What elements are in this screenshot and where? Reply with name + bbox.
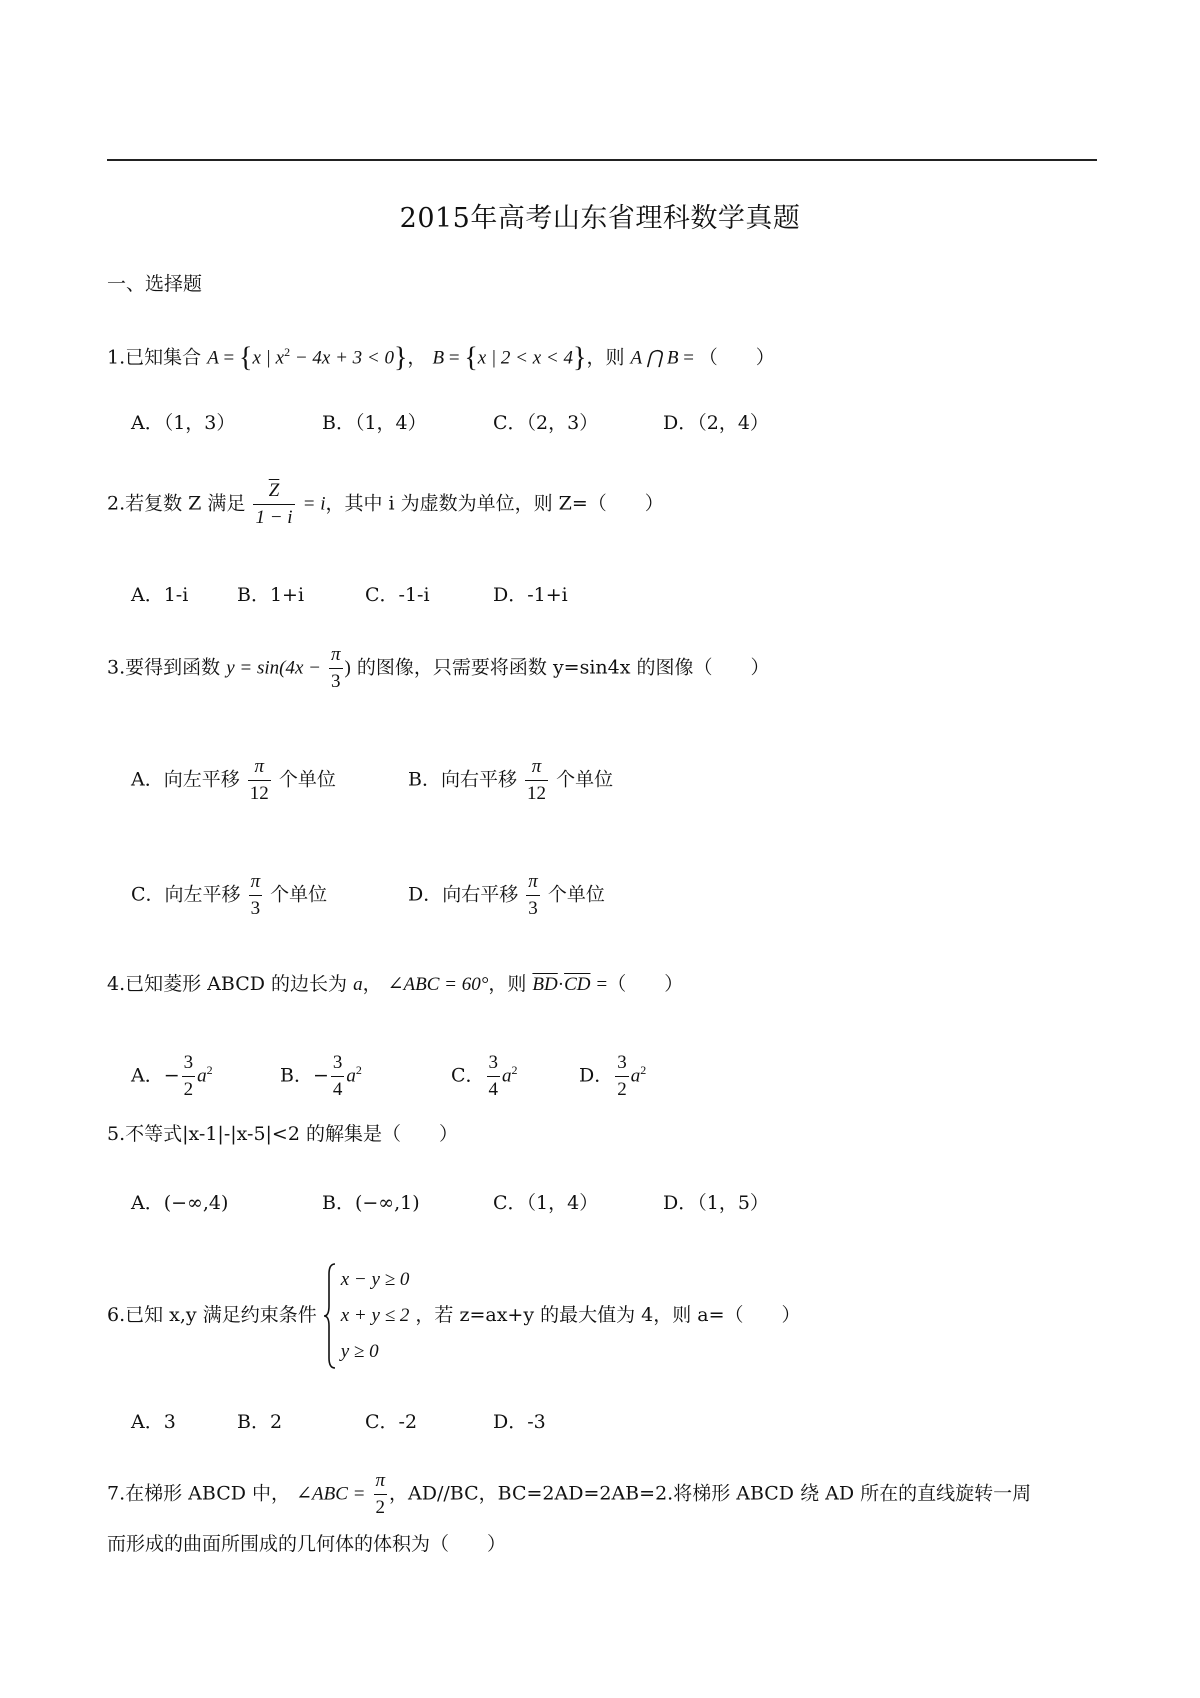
q7-numerator: π [374,1468,388,1495]
q1-sep: ， [407,346,427,369]
q3-option-b-unit: 个单位 [556,768,614,791]
q4-option-a-text: A．− [131,1064,180,1087]
q3-option-c-num: π [249,869,263,896]
q3-option-a[interactable] [131,754,336,807]
q1-prefix: 1.已知集合 [107,346,202,369]
q4-option-b-var: a [346,1065,356,1087]
q4-option-d-text: D． [579,1064,614,1087]
q3-option-c-den: 3 [250,898,261,919]
q3-option-a-unit: 个单位 [278,768,336,791]
q2-fraction [253,478,294,531]
q5-option-a[interactable]: A．(−∞,4) [131,1192,229,1214]
q5-option-c[interactable]: C．（1，4） [493,1192,599,1214]
q4-option-d-den: 2 [617,1079,627,1100]
q2-prefix: 2.若复数 Z 满足 [107,492,246,515]
q3-suffix: 的图像，只需要将函数 y=sin4x 的图像（ ） [356,656,770,679]
question-6 [107,1262,801,1370]
q4-side: a [353,974,363,995]
q3-option-a-num: π [248,754,271,781]
q4-option-c-fraction [487,1050,501,1103]
q6-option-b[interactable]: B．2 [237,1411,283,1433]
q4-option-a-den: 2 [183,1079,194,1100]
q2-numerator: $\overline{Z}$ [268,480,280,501]
question-2 [107,478,664,531]
q4-mid: ，则 [488,973,527,995]
q2-suffix: ，其中 i 为虚数为单位，则 Z=（ ） [325,492,664,515]
q3-option-d-num: π [526,869,540,896]
q6-suffix: ，若 z=ax+y 的最大值为 4，则 a=（ ） [415,1304,801,1326]
question-5: 5.不等式|x-1|-|x-5|<2 的解集是（ ） [107,1123,458,1145]
q4-option-a[interactable] [131,1050,213,1103]
q3-option-c-text: C．向左平移 [131,883,241,906]
q4-option-b[interactable] [280,1050,362,1103]
question-4 [107,972,683,997]
q4-option-b-num: 3 [331,1050,345,1077]
q6-constraint-2: x + y ≤ 2 [340,1305,410,1326]
q4-option-b-text: B．− [280,1064,329,1087]
q4-option-a-num: 3 [182,1050,196,1077]
q3-option-b-text: B．向右平移 [408,768,517,791]
q6-option-d[interactable]: D．-3 [493,1411,546,1433]
question-1: 1.已知集合 A = {x | $x^2 - 4x + 3 < 0$}， B = {x | 2 < x < 4}，则 A ⋂ B = （ ） [107,342,775,374]
q7-prefix: 7.在梯形 ABCD 中， [107,1482,291,1505]
q6-constraint-system [323,1262,410,1370]
q2-rhs: = i [302,493,326,515]
q4-option-a-fraction [182,1050,196,1103]
q1-setA-sup: 2 [284,345,291,359]
q3-option-c-fraction [249,869,263,922]
q7-denominator: 2 [375,1497,386,1518]
q3-option-d[interactable] [408,869,605,922]
question-3 [107,642,770,695]
q3-numerator: π [329,642,343,669]
q6-constraint-3: y ≥ 0 [340,1341,379,1362]
header-rule [107,159,1097,161]
q4-option-c[interactable] [451,1050,518,1103]
q1-setA-rest: − 4x + 3 < 0 [290,347,394,369]
q4-option-b-fraction [331,1050,345,1103]
q3-option-b-num: π [525,754,548,781]
q6-option-c[interactable]: C．-2 [365,1411,418,1433]
q4-vector-cd: $\overline{CD}$ [564,974,591,995]
page-title: 2015年高考山东省理科数学真题 [399,203,801,234]
left-brace-icon [323,1262,337,1370]
q4-option-d-var: a [630,1065,641,1087]
q4-option-a-var: a [197,1065,207,1087]
q1-option-c[interactable]: C．（2，3） [493,412,599,434]
q3-option-d-unit: 个单位 [547,883,605,906]
q5-option-b[interactable]: B．(−∞,1) [322,1192,420,1214]
q1-setA-lhs: A [207,347,219,369]
q5-option-d[interactable]: D．（1，5） [663,1192,769,1214]
q4-option-c-num: 3 [487,1050,501,1077]
q4-prefix: 4.已知菱形 ABCD 的边长为 [107,973,348,995]
section-heading: 一、选择题 [107,273,203,295]
q3-option-d-den: 3 [528,898,538,919]
q4-option-d[interactable] [579,1050,646,1103]
q3-option-a-den: 12 [249,783,269,804]
q1-intersection: A ⋂ B [630,347,679,369]
q2-denominator: 1 − i [255,507,293,528]
q3-fraction [329,642,343,695]
q4-vector-bd: $\overline{BD}$ [532,974,558,995]
q4-suffix: （ ） [607,973,684,995]
q1-setA-body: x | x [252,347,285,369]
q3-option-c-unit: 个单位 [270,883,328,906]
q7-angle: ∠ABC = [296,1483,366,1505]
q3-option-d-text: D．向右平移 [408,883,519,906]
q6-option-a[interactable]: A．3 [131,1411,176,1433]
q4-eq: = [596,974,608,995]
q3-option-b-fraction [525,754,548,807]
q4-option-d-num: 3 [615,1050,629,1077]
q6-prefix: 6.已知 x,y 满足约束条件 [107,1304,317,1326]
question-7-line-2: 而形成的曲面所围成的几何体的体积为（ ） [107,1533,507,1555]
q4-option-c-text: C． [451,1064,485,1087]
q4-sep: ， [362,973,382,995]
q2-option-c[interactable]: C．-1-i [365,584,430,606]
q1-option-b[interactable]: B．（1，4） [322,412,427,434]
q4-option-c-sup: 2 [511,1063,518,1078]
q2-option-b[interactable]: B．1+i [237,584,305,606]
q4-option-b-den: 4 [332,1079,343,1100]
q4-dot: · [557,974,565,995]
q7-fraction [374,1468,388,1521]
q1-mid: ，则 [586,346,625,369]
q7-suffix: ，AD//BC，BC=2AD=2AB=2.将梯形 ABCD 绕 AD 所在的直线旋转一周 [389,1482,1032,1505]
q4-option-b-sup: 2 [355,1063,362,1078]
q3-func: y = sin(4x − [226,657,321,679]
q3-option-c[interactable] [131,869,327,922]
q3-option-d-fraction [526,869,540,922]
q4-option-d-fraction [615,1050,629,1103]
q3-option-a-text: A．向左平移 [131,768,240,791]
q4-option-a-sup: 2 [206,1063,213,1078]
q1-setB-body: x | 2 < x < 4 [477,347,573,369]
q4-angle: ∠ABC = 60° [387,974,489,995]
q2-option-d[interactable]: D．-1+i [493,584,568,606]
q1-setB-lhs: B [432,347,445,369]
q4-option-c-var: a [502,1065,512,1087]
q3-close: ) [344,657,351,679]
q1-option-a[interactable]: A．（1，3） [131,412,236,434]
q2-option-a[interactable]: A．1-i [131,584,189,606]
q1-suffix: （ ） [698,346,775,369]
q4-option-c-den: 4 [488,1079,499,1100]
q3-option-a-fraction [248,754,271,807]
q3-option-b[interactable] [408,754,613,807]
q3-denominator: 3 [331,671,341,692]
q3-option-b-den: 12 [527,783,547,804]
q3-prefix: 3.要得到函数 [107,656,221,679]
q4-option-d-sup: 2 [640,1063,647,1078]
q6-constraint-1: x − y ≥ 0 [340,1269,410,1290]
q1-option-d[interactable]: D．（2，4） [663,412,769,434]
question-7 [107,1468,1031,1521]
